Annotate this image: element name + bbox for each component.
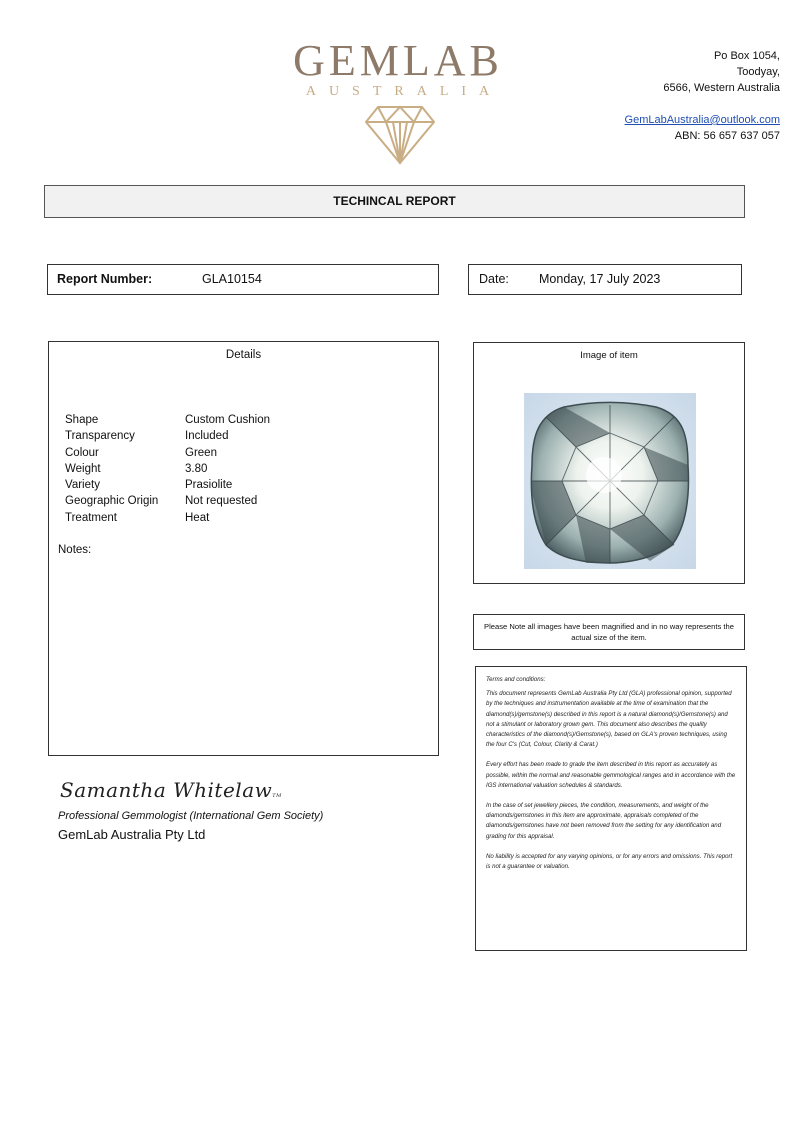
signer-role: Professional Gemmologist (International Gem Society)	[58, 810, 324, 822]
date-value: Monday, 17 July 2023	[539, 272, 661, 286]
report-number-box	[47, 264, 439, 295]
report-number-label: Report Number:	[57, 272, 153, 286]
details-value: 3.80	[185, 462, 208, 475]
details-value: Not requested	[185, 495, 258, 508]
gemlab-logo	[278, 38, 518, 100]
date-box	[468, 264, 742, 295]
terms-paragraph: No liability is accepted for any varying opinions, or for any errors and omissions. This report is not a guarantee or valuation.	[486, 852, 733, 871]
details-title: Details	[225, 349, 262, 361]
details-row	[65, 445, 270, 461]
details-list	[65, 412, 270, 526]
logo-wordmark: GEMLAB	[293, 36, 503, 85]
signature-trademark: TM	[272, 793, 282, 799]
details-row	[65, 461, 270, 477]
details-key: Weight	[65, 462, 101, 475]
terms-panel	[475, 666, 747, 951]
details-key: Shape	[65, 414, 99, 426]
details-value: Included	[185, 430, 229, 443]
details-row	[65, 477, 270, 493]
date-label: Date:	[479, 272, 509, 286]
magnification-note: Please Note all images have been magnified and in no way represents the actual size of the item.	[473, 614, 745, 650]
image-panel	[473, 342, 745, 584]
details-row	[65, 493, 270, 509]
details-key: Geographic Origin	[65, 495, 159, 508]
details-key: Variety	[65, 479, 100, 492]
company-name: GemLab Australia Pty Ltd	[58, 827, 206, 842]
report-title: TECHINCAL REPORT	[44, 185, 745, 218]
details-key: Treatment	[65, 511, 117, 524]
details-row	[65, 428, 270, 444]
details-value: Green	[185, 446, 217, 459]
details-row	[65, 412, 270, 428]
notes-label: Notes:	[58, 544, 92, 556]
details-key: Colour	[65, 446, 99, 459]
details-value: Prasiolite	[185, 479, 233, 492]
signature-name: Samantha Whitelaw	[60, 778, 273, 802]
details-row	[65, 510, 270, 526]
signature	[60, 778, 282, 802]
logo-subtitle: AUSTRALIA	[305, 84, 503, 99]
address-line-3: 6566, Western Australia	[663, 82, 780, 94]
email-link[interactable]: GemLabAustralia@outlook.com	[624, 114, 780, 126]
company-address	[625, 48, 780, 144]
terms-paragraph: In the case of set jewellery pieces, the condition, measurements, and weight of the diamonds/gemstones in this item are approximate, appraisals completed of the diamonds/gemstones have not been removed from the setting for any identification and grading for this appraisal.	[486, 802, 722, 840]
address-line-2: Toodyay,	[736, 66, 780, 78]
abn-number: ABN: 56 657 637 057	[674, 130, 780, 142]
details-value: Heat	[185, 511, 210, 524]
gemstone-image	[524, 393, 696, 569]
details-value: Custom Cushion	[185, 414, 271, 426]
report-number-value: GLA10154	[202, 272, 262, 286]
details-key: Transparency	[65, 430, 135, 443]
details-panel	[48, 341, 439, 756]
diamond-icon	[364, 104, 436, 166]
address-line-1: Po Box 1054,	[713, 50, 780, 62]
terms-heading: Terms and conditions:	[486, 676, 546, 683]
image-title: Image of item	[580, 350, 638, 361]
terms-paragraph: Every effort has been made to grade the item described in this report as accurately as possible, within the normal and reasonable gemmological ranges and in accordance with the IGS international valuation schedules & standards.	[486, 761, 736, 789]
terms-paragraph: This document represents GemLab Australia Pty Ltd (GLA) professional opinion, supported by the techniques and instrumentation available at the time of examination that the diamond(s)/gemstone(s) described in this report is a natural diamond(s)/Gemstone(s) and not a stimulant or laboratory grown gem. This document also describes the quality characteristics of the diamond(s)/Gemstone(s), based on GLA's proven techniques, using the four C's (Cut, Colour, Clarity & Carat.)	[486, 690, 732, 749]
